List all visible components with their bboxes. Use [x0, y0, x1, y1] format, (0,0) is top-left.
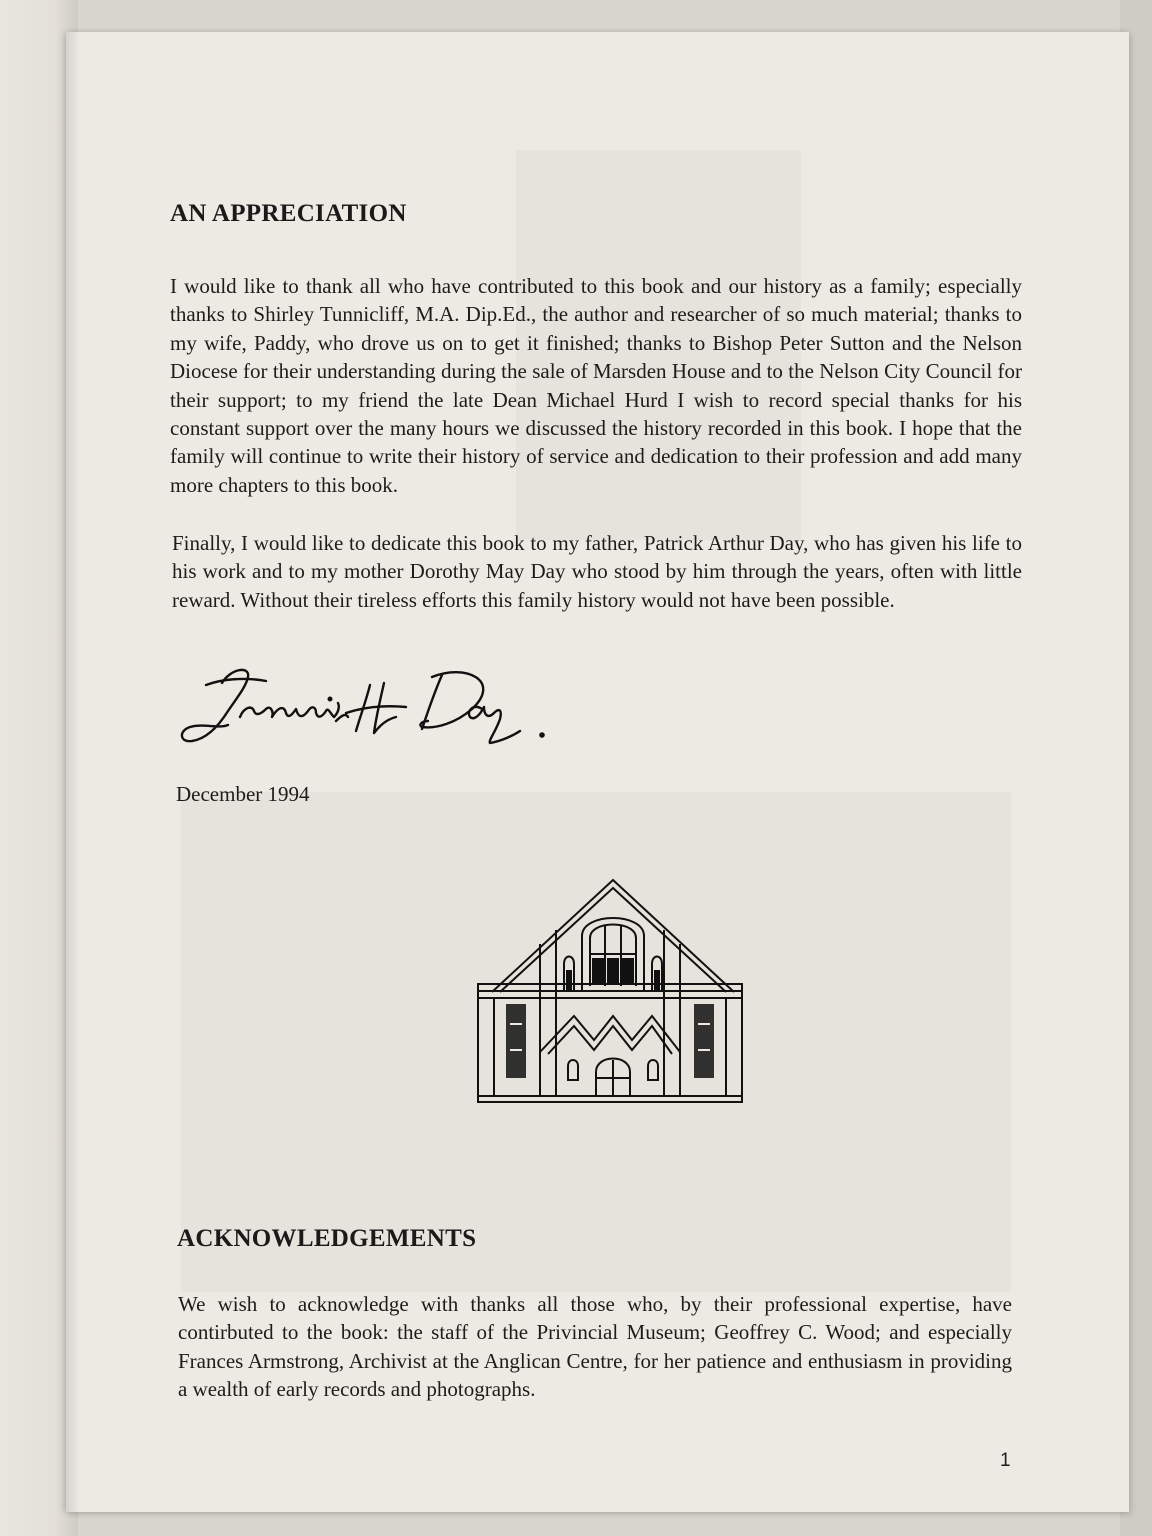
- acknowledgements-paragraph: We wish to acknowledge with thanks all those who, by their professional expertise, have contirbuted to the book: the staff of the Privincial Museum; Geoffrey C. Wood; and especially Frances Armstrong, Archivist at the Anglican Centre, for her patience and enthusiasm in providing a wealth of early records and photographs.: [178, 1292, 1012, 1402]
- appreciation-heading: AN APPRECIATION: [170, 200, 407, 227]
- acknowledgements-heading: ACKNOWLEDGEMENTS: [177, 1225, 477, 1252]
- appreciation-paragraph-1: I would like to thank all who have contributed to this book and our history as a family; especially thanks to Shirley Tunnicliff, M.A. Dip.Ed., the author and researcher of so much material; thanks to my wife, Paddy, who drove us on to get it finished; thanks to Bishop Peter Sutton and the Nelson Diocese for their understanding during the sale of Marsden House and to the Nelson City Council for their support; to my friend the late Dean Michael Hurd I wish to record special thanks for his constant support over the many hours we discussed the history recorded in this book. I hope that the family will continue to write their history of service and dedication to their profession and add many more chapters to this book.: [170, 274, 1022, 497]
- page-spine-shadow: [66, 32, 80, 1512]
- page-number: 1: [1000, 1450, 1011, 1471]
- handwritten-signature: [170, 655, 560, 755]
- church-facade-icon: [470, 874, 750, 1113]
- appreciation-paragraph-2: Finally, I would like to dedicate this book to my father, Patrick Arthur Day, who has given his life to his work and to my mother Dorothy May Day who stood by him through the years, often with little reward. Without their tireless efforts this family history would not have been possible.: [172, 531, 1022, 612]
- date-line: December 1994: [176, 782, 310, 806]
